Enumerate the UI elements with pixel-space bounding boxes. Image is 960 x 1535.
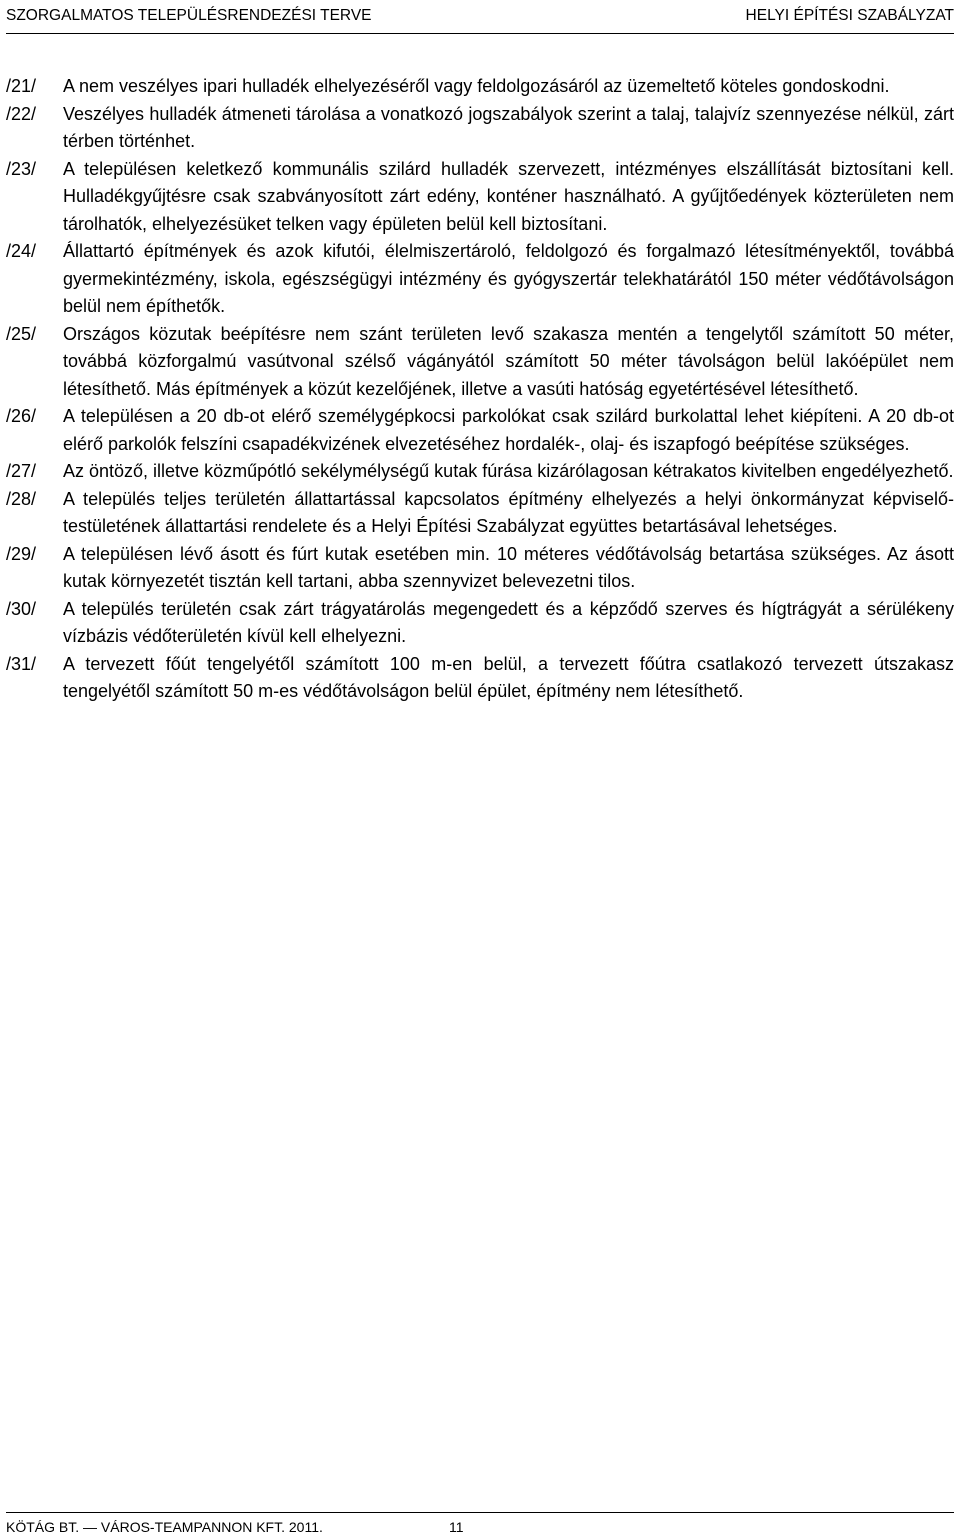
regulation-item-24 xyxy=(6,238,954,321)
item-number: /26/ xyxy=(6,406,37,426)
regulation-item-31 xyxy=(6,651,954,706)
regulation-item-26 xyxy=(6,403,954,458)
header-section-title: HELYI ÉPÍTÉSI SZABÁLYZAT xyxy=(745,7,954,24)
item-number: /25/ xyxy=(6,323,37,344)
item-number: /29/ xyxy=(6,543,37,564)
item-text: A tervezett főút tengelyétől számított 100 m-en belül, a tervezett főútra csatlakozó tervezett útszakasz tengelyétől számított 50 m-es védőtávolságon belül épület, építmény nem létesíthető. xyxy=(63,653,954,701)
item-text: Veszélyes hulladék átmeneti tárolása a vonatkozó jogszabályok szerint a talaj, talajvíz szennyezése nélkül, zárt térben történhet. xyxy=(63,103,954,151)
regulation-item-28 xyxy=(6,486,954,541)
item-number: /23/ xyxy=(6,158,37,179)
regulation-item-25 xyxy=(6,321,954,404)
item-number: /27/ xyxy=(6,461,37,481)
item-text: A település teljes területén állattartással kapcsolatos építmény elhelyezés a helyi önkormányzat képviselő-testületének állattartási rendelete és a Helyi Építési Szabályzat együttes betartásával lehetséges. xyxy=(63,488,954,536)
item-text: Országos közutak beépítésre nem szánt területen levő szakasza mentén a tengelytől számított 50 méter, továbbá közforgalmú vasútvonal szélső vágányától számított 50 méter távolságon belül lakóépület nem létesíthető. Más építmények a közút kezelőjének, illetve a vasúti hatóság egyetértésével létesíthető. xyxy=(63,323,954,399)
item-number: /31/ xyxy=(6,653,37,674)
footer-authors: KÖTÁG BT. — VÁROS-TEAMPANNON KFT. 2011. xyxy=(6,1519,323,1535)
item-text: A településen lévő ásott és fúrt kutak esetében min. 10 méteres védőtávolság betartása szükséges. Az ásott kutak környezetét tisztán kell tartani, abba szennyvizet belevezetni tilos. xyxy=(63,543,954,591)
item-number: /30/ xyxy=(6,598,37,619)
regulation-item-29 xyxy=(6,541,954,596)
item-text: A településen a 20 db-ot elérő személygépkocsi parkolókat csak szilárd burkolattal lehet kiépíteni. A 20 db-ot elérő parkolók felszíni csapadékvizének elvezetéséhez hordalék-, olaj- és iszapfogó beépítése szükséges. xyxy=(63,406,954,454)
item-text: Állattartó építmények és azok kifutói, élelmiszertároló, feldolgozó és forgalmazó létesítményektől, továbbá gyermekintézmény, iskola, egészségügyi intézmény és gyógyszertár telekhatárától 150 méter védőtávolságon belül nem építhetők. xyxy=(63,241,954,316)
regulation-item-27 xyxy=(6,458,954,486)
item-text: A település területén csak zárt trágyatárolás megengedett és a képződő szerves és hígtrágyát a sérülékeny vízbázis védőterületén kívül kell elhelyezni. xyxy=(63,598,954,646)
item-number: /24/ xyxy=(6,241,37,261)
page-number: 11 xyxy=(449,1519,464,1535)
item-number: /21/ xyxy=(6,76,37,96)
header-document-title: SZORGALMATOS TELEPÜLÉSRENDEZÉSI TERVE xyxy=(6,7,372,24)
item-number: /28/ xyxy=(6,488,37,509)
regulation-list xyxy=(6,73,954,706)
regulation-item-30 xyxy=(6,596,954,651)
page-footer xyxy=(6,1512,954,1534)
regulation-item-21 xyxy=(6,73,954,101)
regulation-item-23 xyxy=(6,156,954,239)
regulation-item-22 xyxy=(6,101,954,156)
item-text: Az öntöző, illetve közműpótló sekélymélységű kutak fúrása kizárólagosan kétrakatos kivitelben engedélyezhető. xyxy=(63,461,954,481)
item-text: A nem veszélyes ipari hulladék elhelyezéséről vagy feldolgozásáról az üzemeltető köteles gondoskodni. xyxy=(63,76,890,96)
item-number: /22/ xyxy=(6,103,37,124)
page-header xyxy=(6,6,954,34)
item-text: A településen keletkező kommunális szilárd hulladék szervezett, intézményes elszállítását biztosítani kell. Hulladékgyűjtésre csak szabványosított zárt edény, konténer használható. A gyűjtőedények közterületen nem tárolhatók, elhelyezésüket telken vagy épületen belül kell biztosítani. xyxy=(63,158,954,234)
